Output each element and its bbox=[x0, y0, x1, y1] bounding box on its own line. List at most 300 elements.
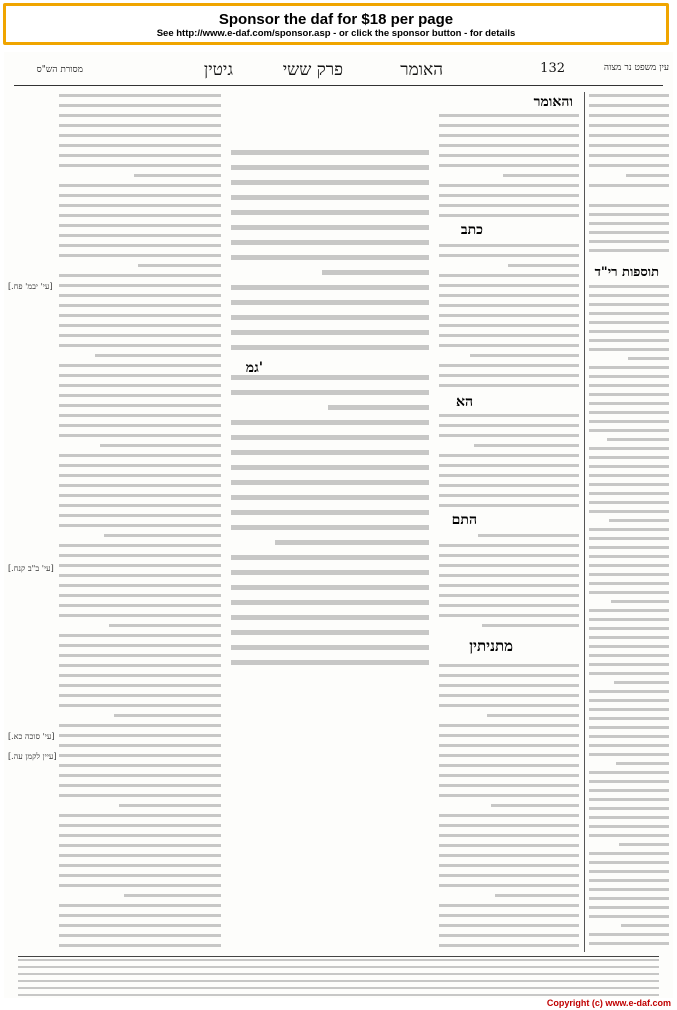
text-line bbox=[589, 807, 669, 810]
text-line bbox=[439, 114, 579, 117]
hatam-label: התם bbox=[451, 512, 477, 528]
text-line bbox=[589, 879, 669, 882]
text-line bbox=[231, 210, 429, 215]
text-line bbox=[589, 906, 669, 909]
text-line bbox=[589, 492, 669, 495]
text-line bbox=[474, 444, 579, 447]
margin-note: [עי' ב"ב קנח.] bbox=[8, 564, 54, 573]
text-line bbox=[59, 294, 221, 297]
text-line bbox=[439, 834, 579, 837]
text-line bbox=[59, 674, 221, 677]
text-line bbox=[589, 537, 669, 540]
page-number: 132 bbox=[540, 61, 565, 76]
text-line bbox=[231, 255, 429, 260]
text-line bbox=[231, 630, 429, 635]
text-line bbox=[589, 213, 669, 216]
text-line bbox=[589, 663, 669, 666]
text-line bbox=[231, 615, 429, 620]
text-line bbox=[589, 834, 669, 837]
text-line bbox=[124, 894, 221, 897]
text-line bbox=[231, 645, 429, 650]
text-line bbox=[59, 704, 221, 707]
text-line bbox=[589, 861, 669, 864]
text-line bbox=[59, 764, 221, 767]
text-line bbox=[589, 771, 669, 774]
text-line bbox=[59, 144, 221, 147]
text-line bbox=[231, 300, 429, 305]
text-line bbox=[59, 574, 221, 577]
text-line bbox=[59, 254, 221, 257]
text-line bbox=[59, 324, 221, 327]
tosafot-rid-label: תוספות רי"ד bbox=[594, 265, 659, 280]
text-line bbox=[59, 504, 221, 507]
text-line bbox=[59, 474, 221, 477]
text-line bbox=[589, 735, 669, 738]
text-line bbox=[439, 764, 579, 767]
text-line bbox=[439, 204, 579, 207]
text-line bbox=[589, 555, 669, 558]
text-line bbox=[439, 774, 579, 777]
text-line bbox=[59, 934, 221, 937]
text-line bbox=[589, 717, 669, 720]
text-line bbox=[439, 244, 579, 247]
text-line bbox=[589, 294, 669, 297]
text-line bbox=[439, 474, 579, 477]
text-line bbox=[59, 154, 221, 157]
ein-mishpat-column bbox=[589, 92, 669, 192]
text-line bbox=[589, 465, 669, 468]
text-line bbox=[439, 364, 579, 367]
page-footer bbox=[18, 956, 659, 997]
text-line bbox=[231, 450, 429, 455]
text-line bbox=[478, 534, 579, 537]
text-line bbox=[589, 708, 669, 711]
tractate-name: גיטין bbox=[203, 60, 233, 80]
text-line bbox=[628, 357, 669, 360]
text-line bbox=[439, 904, 579, 907]
text-line bbox=[59, 664, 221, 667]
text-line bbox=[589, 429, 669, 432]
text-line bbox=[611, 600, 669, 603]
text-line bbox=[439, 544, 579, 547]
text-line bbox=[626, 174, 669, 177]
text-line bbox=[589, 690, 669, 693]
text-line bbox=[59, 464, 221, 467]
text-line bbox=[439, 254, 579, 257]
text-line bbox=[589, 573, 669, 576]
ketav-label: כתב bbox=[460, 222, 483, 238]
text-line bbox=[59, 194, 221, 197]
text-line bbox=[439, 564, 579, 567]
text-line bbox=[439, 414, 579, 417]
text-line bbox=[619, 843, 669, 846]
text-line bbox=[231, 420, 429, 425]
text-line bbox=[589, 744, 669, 747]
text-line bbox=[589, 654, 669, 657]
text-line bbox=[59, 484, 221, 487]
margin-note: [עי' סוכה כא.] bbox=[8, 732, 55, 741]
text-line bbox=[18, 973, 659, 975]
text-line bbox=[59, 604, 221, 607]
text-line bbox=[59, 404, 221, 407]
text-line bbox=[589, 816, 669, 819]
text-line bbox=[95, 354, 221, 357]
text-line bbox=[59, 224, 221, 227]
text-line bbox=[439, 884, 579, 887]
text-line bbox=[439, 554, 579, 557]
text-line bbox=[59, 124, 221, 127]
text-line bbox=[589, 240, 669, 243]
text-line bbox=[439, 494, 579, 497]
text-line bbox=[589, 564, 669, 567]
text-line bbox=[589, 501, 669, 504]
text-line bbox=[231, 555, 429, 560]
text-line bbox=[589, 627, 669, 630]
text-line bbox=[589, 114, 669, 117]
text-line bbox=[589, 852, 669, 855]
text-line bbox=[59, 244, 221, 247]
text-line bbox=[503, 174, 579, 177]
text-line bbox=[59, 654, 221, 657]
text-line bbox=[589, 154, 669, 157]
text-line bbox=[589, 94, 669, 97]
column-divider bbox=[584, 92, 585, 952]
text-line bbox=[439, 434, 579, 437]
text-line bbox=[18, 959, 659, 961]
text-line bbox=[231, 465, 429, 470]
text-line bbox=[231, 660, 429, 665]
text-line bbox=[59, 414, 221, 417]
text-line bbox=[59, 314, 221, 317]
text-line bbox=[59, 594, 221, 597]
text-line bbox=[59, 634, 221, 637]
talmud-page bbox=[4, 52, 673, 998]
text-line bbox=[231, 195, 429, 200]
text-line bbox=[589, 411, 669, 414]
text-line bbox=[439, 374, 579, 377]
text-line bbox=[59, 644, 221, 647]
text-line bbox=[616, 762, 669, 765]
text-line bbox=[589, 780, 669, 783]
text-line bbox=[59, 114, 221, 117]
text-line bbox=[59, 584, 221, 587]
gemara-main-text bbox=[231, 148, 429, 668]
text-line bbox=[439, 794, 579, 797]
text-line bbox=[589, 222, 669, 225]
text-line bbox=[439, 934, 579, 937]
margin-note: [עיין לקמן עה.] bbox=[8, 752, 57, 761]
text-line bbox=[59, 494, 221, 497]
text-line bbox=[231, 525, 429, 530]
text-line bbox=[328, 405, 429, 410]
text-line bbox=[439, 604, 579, 607]
text-line bbox=[439, 704, 579, 707]
text-line bbox=[614, 681, 669, 684]
text-line bbox=[59, 384, 221, 387]
text-line bbox=[59, 754, 221, 757]
text-line bbox=[439, 304, 579, 307]
text-line bbox=[439, 614, 579, 617]
text-line bbox=[589, 546, 669, 549]
header-rule bbox=[14, 85, 663, 86]
text-line bbox=[59, 724, 221, 727]
text-line bbox=[589, 321, 669, 324]
text-line bbox=[589, 456, 669, 459]
matnitin-label: מתניתין bbox=[469, 637, 513, 655]
text-line bbox=[231, 330, 429, 335]
text-line bbox=[508, 264, 579, 267]
text-line bbox=[589, 348, 669, 351]
text-line bbox=[59, 94, 221, 97]
text-line bbox=[589, 447, 669, 450]
tosafot-rid-column bbox=[589, 202, 669, 947]
text-line bbox=[439, 164, 579, 167]
text-line bbox=[59, 544, 221, 547]
text-line bbox=[231, 315, 429, 320]
sponsor-subtitle[interactable]: See http://www.e-daf.com/sponsor.asp - or click the sponsor button - for details bbox=[156, 28, 516, 39]
text-line bbox=[59, 864, 221, 867]
text-line bbox=[439, 184, 579, 187]
text-line bbox=[589, 124, 669, 127]
text-line bbox=[589, 339, 669, 342]
text-line bbox=[439, 664, 579, 667]
gemara-label: גמ' bbox=[245, 360, 263, 376]
text-line bbox=[589, 933, 669, 936]
text-line bbox=[589, 699, 669, 702]
masoret-hashas-label: מסורת הש"ס bbox=[36, 65, 83, 75]
text-line bbox=[231, 345, 429, 350]
text-line bbox=[589, 591, 669, 594]
text-line bbox=[439, 584, 579, 587]
text-line bbox=[439, 284, 579, 287]
vehaomer-label: והאומר bbox=[533, 94, 573, 110]
text-line bbox=[589, 303, 669, 306]
text-line bbox=[487, 714, 579, 717]
text-line bbox=[59, 774, 221, 777]
text-line bbox=[589, 483, 669, 486]
text-line bbox=[59, 394, 221, 397]
text-line bbox=[114, 714, 221, 717]
text-line bbox=[589, 164, 669, 167]
text-line bbox=[231, 240, 429, 245]
text-line bbox=[59, 454, 221, 457]
text-line bbox=[59, 514, 221, 517]
text-line bbox=[134, 174, 221, 177]
text-line bbox=[231, 510, 429, 515]
text-line bbox=[439, 724, 579, 727]
text-line bbox=[439, 854, 579, 857]
text-line bbox=[589, 510, 669, 513]
text-line bbox=[589, 375, 669, 378]
perek-title: פרק ששי bbox=[282, 60, 343, 80]
text-line bbox=[231, 585, 429, 590]
text-line bbox=[109, 624, 221, 627]
text-line bbox=[589, 897, 669, 900]
text-line bbox=[439, 814, 579, 817]
text-line bbox=[589, 330, 669, 333]
text-line bbox=[59, 564, 221, 567]
text-line bbox=[59, 834, 221, 837]
text-line bbox=[18, 966, 659, 968]
text-line bbox=[439, 944, 579, 947]
text-line bbox=[59, 424, 221, 427]
text-line bbox=[439, 754, 579, 757]
ha-label: הא bbox=[455, 394, 473, 410]
text-line bbox=[589, 636, 669, 639]
text-line bbox=[59, 924, 221, 927]
text-line bbox=[59, 364, 221, 367]
text-line bbox=[589, 798, 669, 801]
text-line bbox=[439, 924, 579, 927]
text-line bbox=[231, 390, 429, 395]
text-line bbox=[59, 134, 221, 137]
text-line bbox=[439, 144, 579, 147]
text-line bbox=[589, 825, 669, 828]
text-line bbox=[589, 753, 669, 756]
text-line bbox=[59, 744, 221, 747]
text-line bbox=[439, 134, 579, 137]
text-line bbox=[18, 994, 659, 996]
text-line bbox=[439, 674, 579, 677]
text-line bbox=[589, 528, 669, 531]
page-header bbox=[4, 60, 673, 84]
text-line bbox=[589, 672, 669, 675]
text-line bbox=[104, 534, 221, 537]
text-line bbox=[59, 434, 221, 437]
text-line bbox=[439, 294, 579, 297]
text-line bbox=[439, 424, 579, 427]
text-line bbox=[589, 104, 669, 107]
text-line bbox=[59, 904, 221, 907]
text-line bbox=[59, 914, 221, 917]
text-line bbox=[589, 474, 669, 477]
margin-note: [עי' יבמ' פח.] bbox=[8, 282, 53, 291]
text-line bbox=[439, 124, 579, 127]
chapter-word: האומר bbox=[400, 60, 443, 80]
text-line bbox=[439, 344, 579, 347]
text-line bbox=[18, 987, 659, 989]
text-line bbox=[439, 214, 579, 217]
text-line bbox=[439, 874, 579, 877]
text-line bbox=[439, 744, 579, 747]
text-line bbox=[439, 314, 579, 317]
text-line bbox=[470, 354, 579, 357]
text-line bbox=[589, 249, 669, 252]
text-line bbox=[59, 204, 221, 207]
text-line bbox=[439, 864, 579, 867]
text-line bbox=[59, 524, 221, 527]
text-line bbox=[59, 304, 221, 307]
tosafot-column bbox=[59, 92, 221, 952]
text-line bbox=[589, 312, 669, 315]
text-line bbox=[589, 789, 669, 792]
text-line bbox=[59, 944, 221, 947]
text-line bbox=[59, 814, 221, 817]
text-line bbox=[59, 344, 221, 347]
text-line bbox=[59, 334, 221, 337]
text-line bbox=[231, 180, 429, 185]
copyright-link[interactable]: Copyright (c) www.e-daf.com bbox=[546, 998, 671, 1008]
text-line bbox=[482, 624, 579, 627]
text-line bbox=[59, 844, 221, 847]
text-line bbox=[589, 870, 669, 873]
text-line bbox=[439, 454, 579, 457]
sponsor-banner[interactable] bbox=[3, 3, 669, 45]
text-line bbox=[59, 694, 221, 697]
text-line bbox=[589, 231, 669, 234]
text-line bbox=[59, 784, 221, 787]
text-line bbox=[439, 844, 579, 847]
text-line bbox=[589, 134, 669, 137]
text-line bbox=[59, 274, 221, 277]
text-line bbox=[439, 734, 579, 737]
text-line bbox=[231, 435, 429, 440]
text-line bbox=[439, 594, 579, 597]
text-line bbox=[589, 384, 669, 387]
text-line bbox=[589, 285, 669, 288]
text-line bbox=[59, 104, 221, 107]
text-line bbox=[589, 618, 669, 621]
text-line bbox=[439, 464, 579, 467]
text-line bbox=[59, 874, 221, 877]
text-line bbox=[59, 734, 221, 737]
text-line bbox=[439, 684, 579, 687]
text-line bbox=[59, 794, 221, 797]
text-line bbox=[589, 888, 669, 891]
text-line bbox=[59, 374, 221, 377]
text-line bbox=[439, 324, 579, 327]
text-line bbox=[439, 154, 579, 157]
text-line bbox=[59, 684, 221, 687]
text-line bbox=[589, 204, 669, 207]
text-line bbox=[231, 150, 429, 155]
text-line bbox=[439, 384, 579, 387]
text-line bbox=[231, 600, 429, 605]
sponsor-title: Sponsor the daf for $18 per page bbox=[218, 11, 454, 28]
text-line bbox=[231, 495, 429, 500]
text-line bbox=[439, 194, 579, 197]
text-line bbox=[589, 366, 669, 369]
text-line bbox=[59, 554, 221, 557]
text-line bbox=[59, 234, 221, 237]
text-line bbox=[59, 214, 221, 217]
text-line bbox=[607, 438, 669, 441]
text-line bbox=[59, 854, 221, 857]
text-line bbox=[439, 784, 579, 787]
text-line bbox=[59, 284, 221, 287]
text-line bbox=[589, 915, 669, 918]
text-line bbox=[138, 264, 221, 267]
text-line bbox=[59, 164, 221, 167]
text-line bbox=[589, 726, 669, 729]
text-line bbox=[231, 165, 429, 170]
text-line bbox=[231, 285, 429, 290]
text-line bbox=[589, 609, 669, 612]
text-line bbox=[322, 270, 429, 275]
text-line bbox=[589, 402, 669, 405]
text-line bbox=[59, 884, 221, 887]
text-line bbox=[231, 480, 429, 485]
text-line bbox=[439, 274, 579, 277]
text-line bbox=[18, 980, 659, 982]
text-line bbox=[439, 484, 579, 487]
text-line bbox=[439, 574, 579, 577]
text-line bbox=[609, 519, 669, 522]
text-line bbox=[491, 804, 579, 807]
text-line bbox=[589, 393, 669, 396]
text-line bbox=[59, 184, 221, 187]
text-line bbox=[589, 420, 669, 423]
